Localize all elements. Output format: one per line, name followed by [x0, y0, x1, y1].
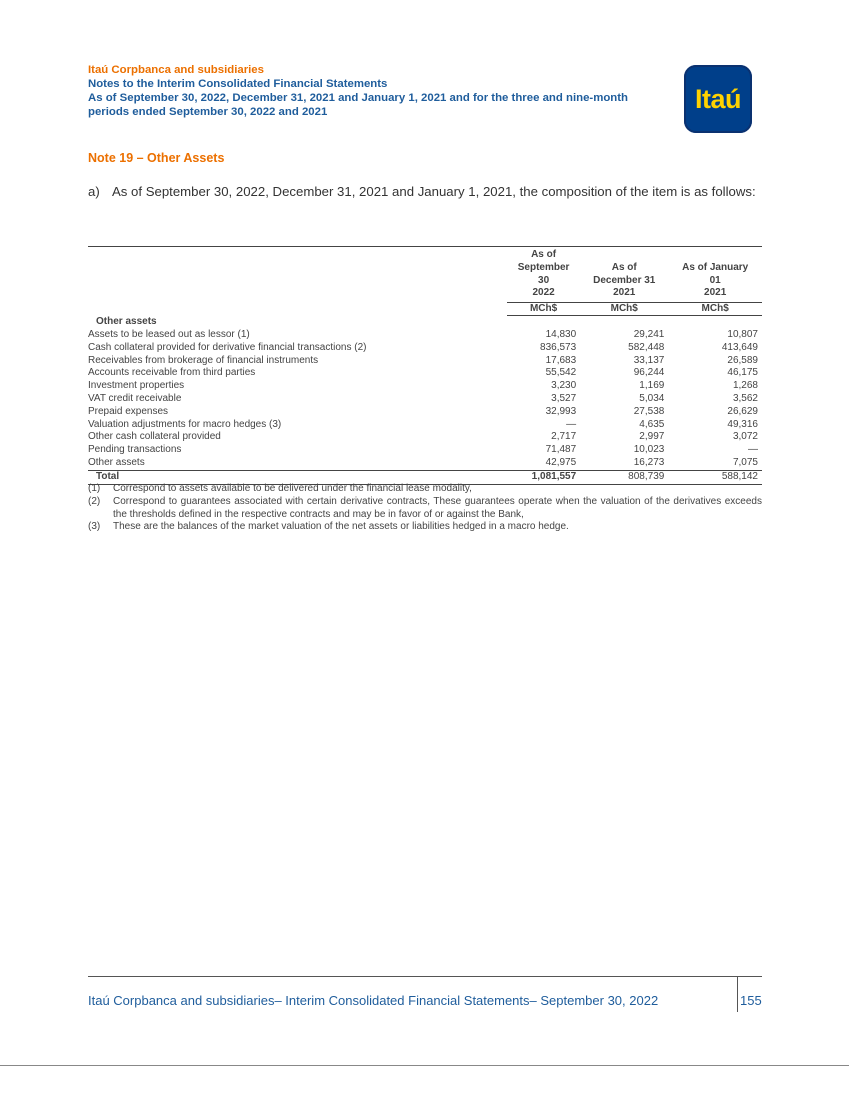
row-value: 17,683 [545, 354, 577, 366]
unit-label: MCh$ [507, 303, 580, 316]
row-value: 71,487 [545, 444, 577, 456]
row-value: 27,538 [633, 405, 665, 417]
table-row [88, 444, 762, 457]
col-header-line: December 31 [593, 274, 656, 286]
table-row [88, 431, 762, 444]
row-value: 46,175 [727, 367, 758, 379]
row-value: 2,717 [551, 431, 577, 443]
table-header-row [88, 247, 762, 303]
col-header-jan-2021 [668, 247, 762, 303]
footnote-key: (1) [88, 483, 101, 494]
total-value: 1,081,557 [507, 470, 580, 484]
row-value: 3,562 [732, 392, 758, 404]
row-value: 14,830 [545, 328, 577, 340]
row-value: — [748, 444, 758, 456]
row-value: 7,075 [732, 456, 758, 468]
table-row [88, 329, 762, 342]
row-value: 413,649 [721, 341, 758, 353]
col-header-sep-2022 [507, 247, 580, 303]
footer-text: Itaú Corpbanca and subsidiaries– Interim Consolidated Financial Statements– September 30, 2022 [88, 993, 659, 1008]
row-value: 96,244 [633, 367, 665, 379]
document-header [88, 63, 668, 119]
intro-label: a) [88, 184, 100, 199]
row-value: 4,635 [639, 418, 665, 430]
row-value: 5,034 [639, 392, 665, 404]
row-label: Receivables from brokerage of financial instruments [88, 354, 319, 366]
other-assets-table [88, 246, 762, 485]
total-row [88, 470, 762, 484]
footnote [88, 483, 762, 496]
row-value: 3,230 [551, 380, 577, 392]
row-label: Pending transactions [88, 444, 182, 456]
row-label: Prepaid expenses [88, 405, 169, 417]
table-row [88, 355, 762, 368]
table-row [88, 367, 762, 380]
page-number: 155 [740, 993, 762, 1008]
row-value: 55,542 [545, 367, 577, 379]
row-value: 16,273 [633, 456, 665, 468]
row-value: 42,975 [545, 456, 577, 468]
company-name: Itaú Corpbanca and subsidiaries [88, 64, 264, 76]
row-value: 3,527 [551, 392, 577, 404]
unit-row [88, 303, 762, 316]
total-value: 588,142 [668, 470, 762, 484]
col-header-line: As of January [682, 261, 749, 273]
col-header-line: 2022 [532, 287, 555, 299]
header-period: As of September 30, 2022, December 31, 2021 and January 1, 2021 and for the three and nine-month periods ended September 30, 2022 and 2021 [88, 92, 628, 118]
col-header-line: As of [611, 261, 637, 273]
footnote-text: These are the balances of the market valuation of the net assets or liabilities hedged in a macro hedge. [113, 521, 569, 533]
row-value: 3,072 [732, 431, 758, 443]
row-label: VAT credit receivable [88, 392, 182, 404]
unit-spacer [88, 303, 507, 316]
row-label: Valuation adjustments for macro hedges (3) [88, 418, 282, 430]
section-label: Other assets [96, 316, 157, 328]
row-value: 582,448 [628, 341, 665, 353]
col-header-line: 30 [538, 274, 550, 286]
row-value: 1,169 [639, 380, 665, 392]
header-subtitle: Notes to the Interim Consolidated Financial Statements [88, 78, 388, 90]
footer-page-divider [737, 976, 738, 1012]
row-label: Assets to be leased out as lessor (1) [88, 328, 250, 340]
footnote [88, 496, 762, 522]
row-value: 10,807 [727, 328, 758, 340]
row-value: — [566, 418, 577, 430]
row-label: Investment properties [88, 380, 185, 392]
table-row [88, 457, 762, 470]
row-label: Other cash collateral provided [88, 431, 221, 443]
footnote-key: (3) [88, 521, 101, 533]
total-value: 808,739 [580, 470, 668, 484]
row-label: Accounts receivable from third parties [88, 367, 256, 379]
row-label: Other assets [88, 456, 145, 468]
section-row [88, 316, 762, 329]
itau-logo [684, 65, 752, 133]
total-label: Total [88, 470, 507, 484]
row-value: 1,268 [732, 380, 758, 392]
row-label: Cash collateral provided for derivative financial transactions (2) [88, 341, 367, 353]
footnote-text: Correspond to assets available to be delivered under the financial lease modality, [113, 483, 472, 494]
intro-text: As of September 30, 2022, December 31, 2021 and January 1, 2021, the composition of the item is as follows: [112, 184, 756, 199]
col-header-line: 2021 [704, 287, 727, 299]
intro-paragraph [88, 184, 762, 200]
footnote-key: (2) [88, 495, 101, 507]
row-value: 33,137 [633, 354, 665, 366]
row-value: 49,316 [727, 418, 758, 430]
table-row [88, 342, 762, 355]
footnote-text: Correspond to guarantees associated with certain derivative contracts, These guarantees operate when the valuation of the derivatives exceeds the thresholds defined in the respective contracts and may be in favor of or against the Bank, [113, 495, 762, 520]
row-value: 26,589 [727, 354, 758, 366]
row-value: 29,241 [633, 328, 665, 340]
row-value: 32,993 [545, 405, 577, 417]
col-header-line: 2021 [613, 287, 636, 299]
col-header-line: September [517, 261, 570, 273]
logo-text: Itaú [694, 83, 741, 114]
col-header-line: As of [531, 249, 557, 260]
footnotes [88, 483, 762, 534]
table-row [88, 406, 762, 419]
table-row [88, 380, 762, 393]
table-row [88, 393, 762, 406]
footer-divider [88, 976, 762, 977]
note-title: Note 19 – Other Assets [88, 151, 225, 165]
table-row [88, 419, 762, 432]
page-edge [0, 1065, 849, 1066]
col-header-line: 01 [709, 274, 721, 286]
footnote [88, 521, 762, 534]
row-value: 2,997 [639, 431, 665, 443]
row-value: 26,629 [727, 405, 758, 417]
col-header-dec-2021 [580, 247, 668, 303]
label-header [88, 247, 507, 303]
row-value: 836,573 [540, 341, 577, 353]
unit-label: MCh$ [668, 303, 762, 316]
row-value: 10,023 [633, 444, 665, 456]
unit-label: MCh$ [580, 303, 668, 316]
